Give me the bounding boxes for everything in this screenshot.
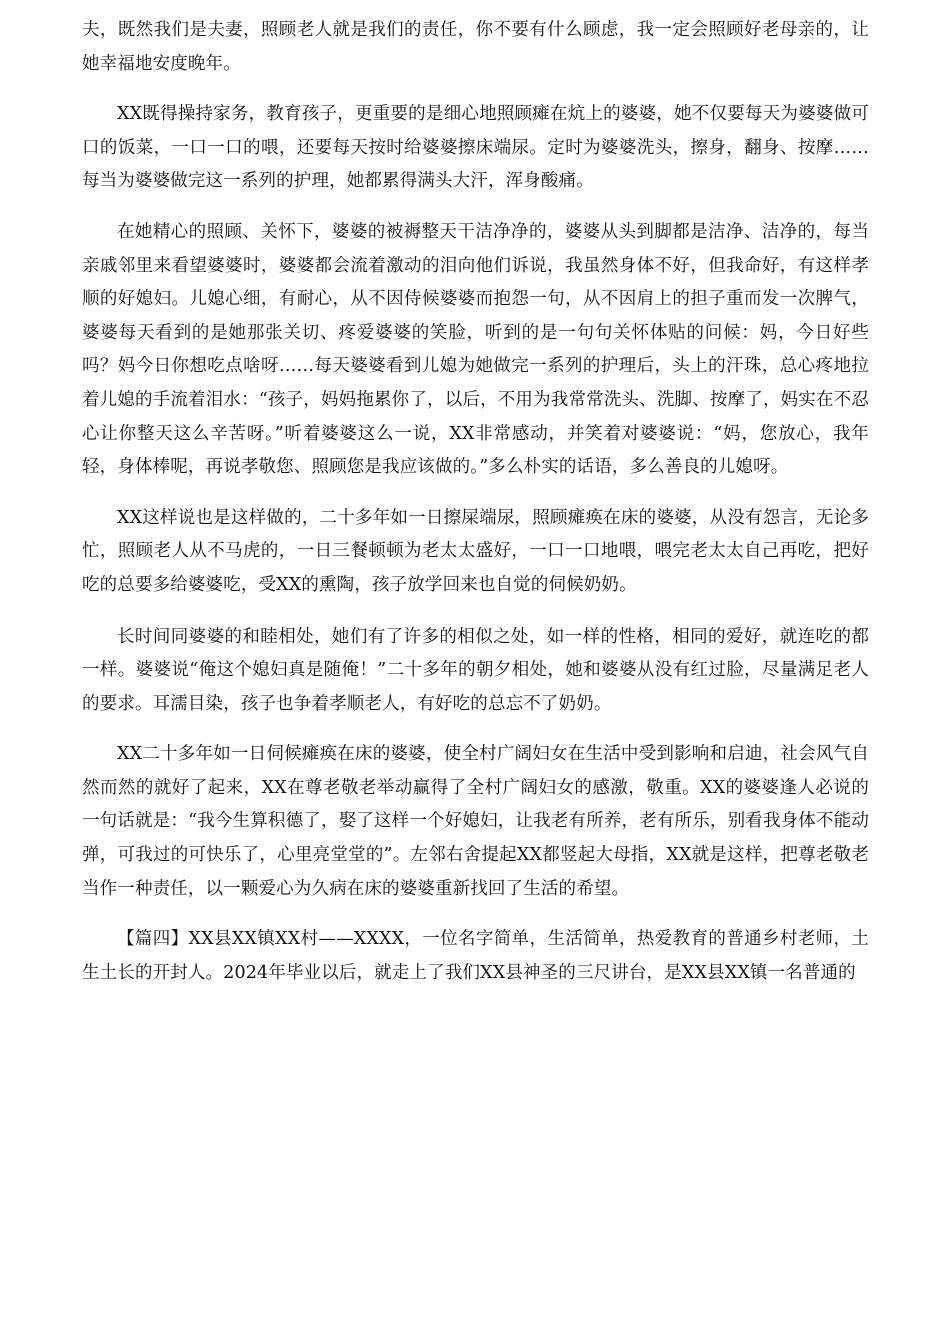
paragraph-5: 长时间同婆婆的和睦相处，她们有了许多的相似之处，如一样的性格，相同的爱好，就连吃的都一样。婆婆说“俺这个媳妇真是随俺！”二十多年的朝夕相处，她和婆婆从没有红过脸，尽量满足老人的要求。耳濡目染，孩子也争着孝顺老人，有好吃的总忘不了奶奶。 (82, 626, 869, 714)
paragraph-2: XX既得操持家务，教育孩子，更重要的是细心地照顾瘫在炕上的婆婆，她不仅要每天为婆婆做可口的饭菜，一口一口的喂，还要每天按时给婆婆擦床端尿。定时为婆婆洗头，擦身，翻身、按摩……每当为婆婆做完这一系列的护理，她都累得满头大汗，浑身酸痛。 (82, 104, 869, 192)
paragraph-7: 【篇四】XX县XX镇XX村——XXXX，一位名字简单，生活简单，热爱教育的普通乡村老师，土生土长的开封人。2024年毕业以后，就走上了我们XX县神圣的三尺讲台，是XX县XX镇一名普通的 (82, 929, 869, 983)
paragraph-1: 夫，既然我们是夫妻，照顾老人就是我们的责任，你不要有什么顾虑，我一定会照顾好老母亲的，让她幸福地安度晚年。 (82, 20, 869, 74)
paragraph-3: 在她精心的照顾、关怀下，婆婆的被褥整天干洁净净的，婆婆从头到脚都是洁净、洁净的，每当亲戚邻里来看望婆婆时，婆婆都会流着激动的泪向他们诉说，我虽然身体不好，但我命好，有这样孝顺的好媳妇。儿媳心细，有耐心，从不因侍候婆婆而抱怨一句，从不因肩上的担子重而发一次脾气，婆婆每天看到的是她那张关切、疼爱婆婆的笑脸，听到的是一句句关怀体贴的问候：妈，今日好些吗？妈今日你想吃点啥呀……每天婆婆看到儿媳为她做完一系列的护理后，头上的汗珠，总心疼地拉着儿媳的手流着泪水：“孩子，妈妈拖累你了，以后，不用为我常常洗头、洗脚、按摩了，妈实在不忍心让你整天这么辛苦呀。”听着婆婆这么一说，XX非常感动，并笑着对婆婆说：“妈，您放心，我年轻，身体棒呢，再说孝敬您、照顾您是我应该做的。”多么朴实的话语，多么善良的儿媳呀。 (82, 221, 869, 478)
paragraph-4: XX这样说也是这样做的，二十多年如一日擦屎端尿，照顾瘫痪在床的婆婆，从没有怨言，无论多忙，照顾老人从不马虎的，一日三餐顿顿为老太太盛好，一口一口地喂，喂完老太太自己再吃，把好吃的总要多给婆婆吃，受XX的熏陶，孩子放学回来也自觉的伺候奶奶。 (82, 507, 869, 595)
paragraph-6: XX二十多年如一日伺候瘫痪在床的婆婆，使全村广阔妇女在生活中受到影响和启迪，社会风气自然而然的就好了起来，XX在尊老敬老举动赢得了全村广阔妇女的感激，敬重。XX的婆婆逢人必说的一句话就是：“我今生算积德了，娶了这样一个好媳妇，让我老有所养，老有所乐，别看我身体不能动弹，可我过的可快乐了，心里亮堂堂的”。左邻右舍提起XX都竖起大母指，XX就是这样，把尊老敬老当作一种责任，以一颗爱心为久病在床的婆婆重新找回了生活的希望。 (82, 744, 869, 899)
document-page (82, 14, 869, 990)
